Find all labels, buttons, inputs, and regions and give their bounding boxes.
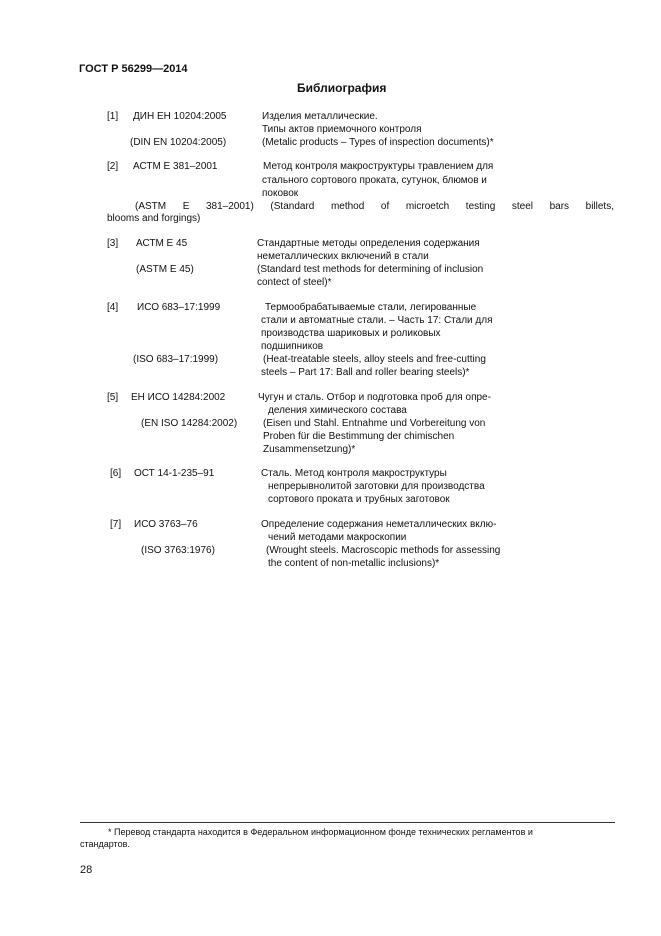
- ref-6-title-line2: непрерывнолитой заготовки для производства: [268, 481, 485, 492]
- ref-2-code: АСТМ Е 381–2001: [133, 161, 218, 172]
- ref-4-alt-code: (ISO 683–17:1999): [133, 354, 219, 365]
- ref-2-title-line2: стального сортового проката, сутунок, блюмов и: [262, 175, 487, 186]
- ref-7-number: [7]: [110, 519, 122, 530]
- ref-5-title-line1: Чугун и сталь. Отбор и подготовка проб для опре-: [258, 392, 491, 403]
- footnote: [80, 826, 610, 850]
- footnote-line2: стандартов.: [80, 839, 130, 849]
- ref-4-title-line2: стали и автоматные стали. – Часть 17: Стали для: [261, 315, 493, 326]
- ref-2-number: [2]: [107, 161, 119, 172]
- ref-4-alt-title-line1: (Heat-treatable steels, alloy steels and free-cutting: [263, 354, 486, 365]
- document-code-header: ГОСТ Р 56299—2014: [79, 63, 188, 75]
- ref-3-alt-title-line1: (Standard test methods for determining of inclusion: [257, 264, 484, 275]
- ref-1-title-line1: Изделия металлические.: [262, 111, 378, 122]
- ref-2-title-line3: поковок: [262, 188, 299, 199]
- ref-1-title-line2: Типы актов приемочного контроля: [262, 124, 422, 135]
- ref-7-alt-code: (ISO 3763:1976): [141, 545, 215, 556]
- ref-5-alt-title-line1: (Eisen und Stahl. Entnahme und Vorbereitung von: [263, 418, 486, 429]
- ref-2-alt-title-line1: (Standard method of microetch testing steel bars billets,: [270, 201, 614, 212]
- ref-6-number: [6]: [110, 468, 122, 479]
- ref-6-code: ОСТ 14-1-235–91: [134, 468, 215, 479]
- ref-5-alt-title-line2: Proben für die Bestimmung der chimischen: [263, 431, 455, 442]
- ref-6-title-line1: Сталь. Метод контроля макроструктуры: [261, 468, 447, 479]
- footnote-line1: * Перевод стандарта находится в Федеральном информационном фонде технических регламентов и: [108, 827, 533, 837]
- ref-2-title-line1: Метод контроля макроструктуры травлением для: [263, 161, 494, 172]
- ref-5-alt-code: (EN ISO 14284:2002): [141, 418, 238, 429]
- ref-6-title-line3: сортового проката и трубных заготовок: [268, 494, 450, 505]
- ref-1-alt-code: (DIN EN 10204:2005): [130, 137, 227, 148]
- ref-4-title-line4: подшипников: [261, 341, 324, 352]
- ref-7-title-line2: чений методами макроскопии: [268, 532, 407, 543]
- ref-4-code: ИСО 683–17:1999: [137, 302, 221, 313]
- page-number: 28: [80, 864, 93, 876]
- ref-3-title-line2: неметаллических включений в стали: [257, 251, 429, 262]
- ref-7-alt-title-line2: the content of non-metallic inclusions)*: [268, 558, 440, 569]
- ref-3-title-line1: Стандартные методы определения содержания: [257, 238, 480, 249]
- ref-5-code: ЕН ИСО 14284:2002: [131, 392, 226, 403]
- ref-1-code: ДИН ЕН 10204:2005: [133, 111, 227, 122]
- ref-5-alt-title-line3: Zusammensetzung)*: [263, 444, 356, 455]
- ref-4-alt-title-line2: steels – Part 17: Ball and roller bearing steels)*: [261, 367, 470, 378]
- ref-3-number: [3]: [107, 238, 119, 249]
- ref-7-code: ИСО 3763–76: [134, 519, 198, 530]
- ref-1-number: [1]: [107, 111, 119, 122]
- ref-7-alt-title-line1: (Wrought steels. Macroscopic methods for assessing: [266, 545, 501, 556]
- ref-3-alt-code: (ASTM E 45): [136, 264, 194, 275]
- ref-2-alt-title-line2: blooms and forgings): [107, 213, 201, 224]
- ref-3-code: АСТМ Е 45: [136, 238, 188, 249]
- ref-4-title-line1: Термообрабатываемые стали, легированные: [265, 302, 477, 313]
- ref-7-title-line1: Определение содержания неметаллических вклю-: [261, 519, 497, 530]
- ref-4-number: [4]: [107, 302, 119, 313]
- ref-1-alt-title: (Metalic products – Types of inspection documents)*: [262, 137, 494, 148]
- footnote-divider: [80, 822, 615, 823]
- ref-5-number: [5]: [107, 392, 119, 403]
- ref-2-alt-block: [107, 201, 614, 225]
- ref-4-title-line3: производства шариковых и роликовых: [261, 328, 441, 339]
- section-title: Библиография: [297, 81, 387, 95]
- ref-2-alt-code: (ASTM E 381–2001): [135, 201, 254, 212]
- ref-3-alt-title-line2: contect of steel)*: [257, 277, 332, 288]
- ref-5-title-line2: деления химического состава: [268, 405, 407, 416]
